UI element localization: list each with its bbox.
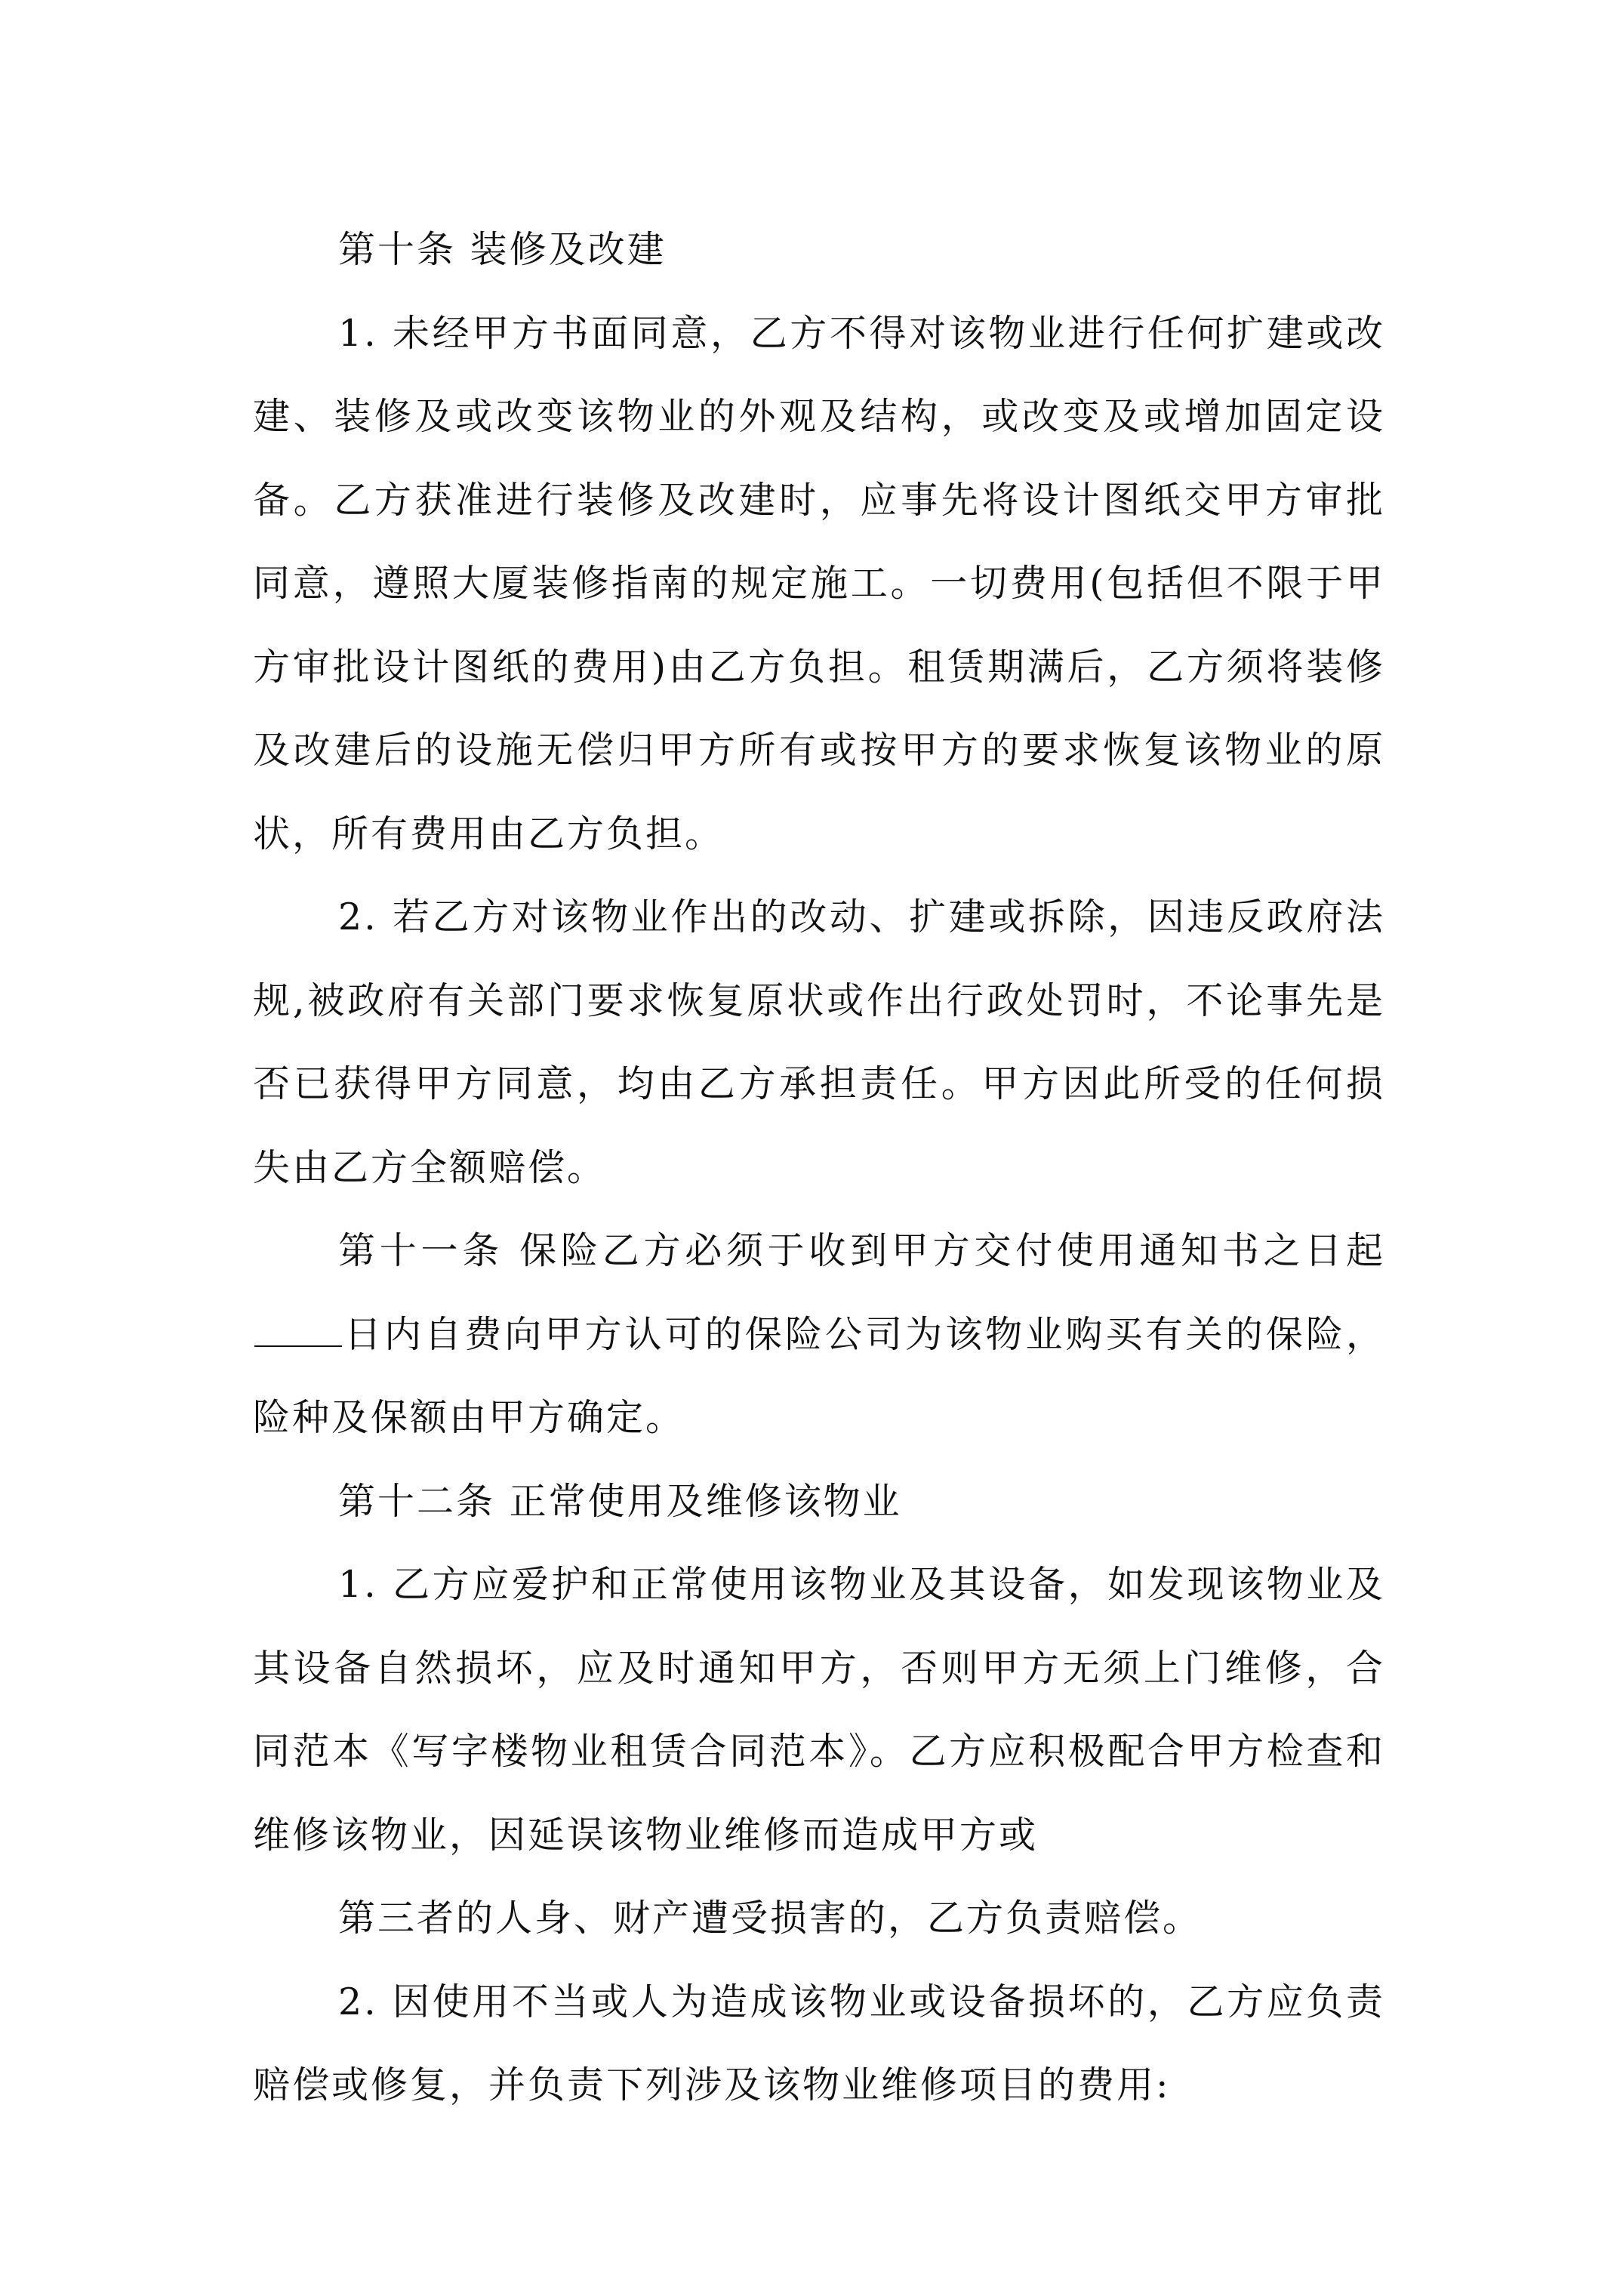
article-12-clause-1: 1. 乙方应爱护和正常使用该物业及其设备，如发现该物业及其设备自然损坏，应及时通知甲方，否则甲方无须上门维修，合同范本《写字楼物业租赁合同范本》。乙方应积极配合甲方检查和维修该物业，因延误该物业维修而造成甲方或 — [253, 1563, 1385, 1857]
article-11-text-after-blank: 日内自费向甲方认可的保险公司为该物业购买有关的保险，险种及保额由甲方确定。 — [253, 1312, 1385, 1439]
article-12-clause-2: 2. 因使用不当或人为造成该物业或设备损坏的，乙方应负责赔偿或修复，并负责下列涉及该物业维修项目的费用: — [253, 1980, 1385, 2106]
article-12-heading: 第十二条 正常使用及维修该物业 — [338, 1479, 902, 1523]
fill-in-blank — [254, 1314, 342, 1347]
article-10-clause-1: 1. 未经甲方书面同意，乙方不得对该物业进行任何扩建或改建、装修及或改变该物业的外观及结构，或改变及或增加固定设备。乙方获准进行装修及改建时，应事先将设计图纸交甲方审批同意，遵照大厦装修指南的规定施工。一切费用(包括但不限于甲方审批设计图纸的费用)由乙方负担。租赁期满后，乙方须将装修及改建后的设施无偿归甲方所有或按甲方的要求恢复该物业的原状，所有费用由乙方负担。 — [253, 311, 1385, 855]
article-11-text-before-blank: 第十一条 保险乙方必须于收到甲方交付使用通知书之日起 — [338, 1229, 1385, 1272]
article-10-heading: 第十条 装修及改建 — [338, 228, 667, 271]
article-10-clause-2: 2. 若乙方对该物业作出的改动、扩建或拆除，因违反政府法规,被政府有关部门要求恢复原状或作出行政处罚时，不论事先是否已获得甲方同意，均由乙方承担责任。甲方因此所受的任何损失由乙方全额赔偿。 — [253, 895, 1385, 1189]
article-12-clause-1-continued: 第三者的人身、财产遭受损害的，乙方负责赔偿。 — [338, 1897, 1203, 1940]
document-body — [253, 208, 1385, 2128]
article-11-paragraph — [253, 1210, 1385, 1460]
